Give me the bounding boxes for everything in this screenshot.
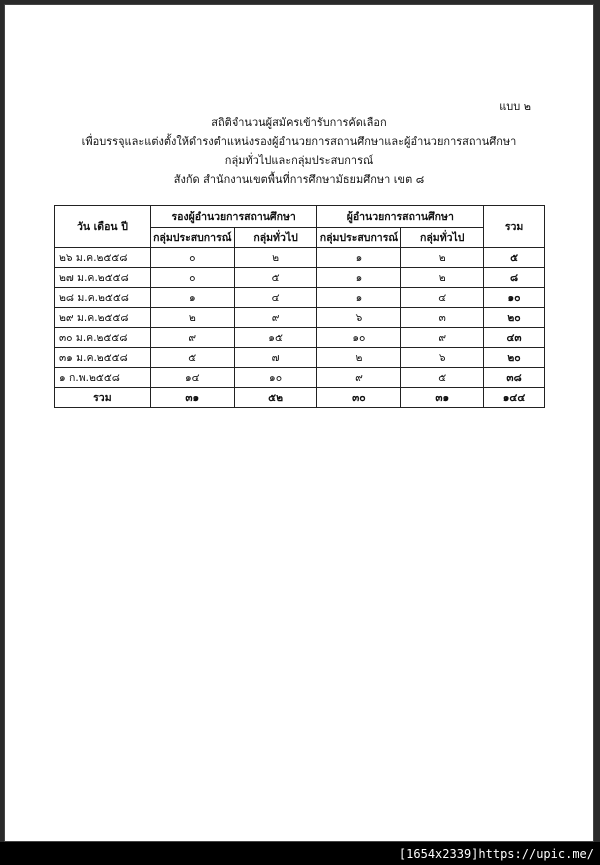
image-footer-bar bbox=[0, 842, 600, 865]
value-cell: ๙ bbox=[401, 328, 484, 348]
date-cell: ๓๑ ม.ค.๒๕๕๘ bbox=[55, 348, 151, 368]
total-cell: ๑๐ bbox=[484, 288, 545, 308]
sum-label: รวม bbox=[55, 388, 151, 408]
date-cell: ๒๖ ม.ค.๒๕๕๘ bbox=[55, 248, 151, 268]
table-row bbox=[55, 308, 545, 328]
value-cell: ๑๐ bbox=[234, 368, 317, 388]
header-director: ผู้อำนวยการสถานศึกษา bbox=[317, 206, 484, 228]
sum-cell: ๓๐ bbox=[317, 388, 401, 408]
date-cell: ๓๐ ม.ค.๒๕๕๘ bbox=[55, 328, 151, 348]
value-cell: ๑ bbox=[317, 288, 401, 308]
total-cell: ๔๓ bbox=[484, 328, 545, 348]
value-cell: ๒ bbox=[234, 248, 317, 268]
table-row bbox=[55, 368, 545, 388]
subheader-experience: กลุ่มประสบการณ์ bbox=[317, 228, 401, 248]
header-deputy-director: รองผู้อำนวยการสถานศึกษา bbox=[150, 206, 317, 228]
value-cell: ๙ bbox=[317, 368, 401, 388]
sum-cell: ๓๑ bbox=[150, 388, 234, 408]
date-cell: ๒๘ ม.ค.๒๕๕๘ bbox=[55, 288, 151, 308]
value-cell: ๒ bbox=[150, 308, 234, 328]
value-cell: ๒ bbox=[317, 348, 401, 368]
value-cell: ๑๐ bbox=[317, 328, 401, 348]
value-cell: ๕ bbox=[150, 348, 234, 368]
date-cell: ๑ ก.พ.๒๕๕๘ bbox=[55, 368, 151, 388]
table-body bbox=[55, 248, 545, 388]
header-total: รวม bbox=[484, 206, 545, 248]
value-cell: ๔ bbox=[234, 288, 317, 308]
value-cell: ๑ bbox=[317, 268, 401, 288]
value-cell: ๕ bbox=[234, 268, 317, 288]
table-sum-row bbox=[55, 388, 545, 408]
value-cell: ๒ bbox=[401, 268, 484, 288]
value-cell: ๒ bbox=[401, 248, 484, 268]
table-row bbox=[55, 288, 545, 308]
value-cell: ๔ bbox=[401, 288, 484, 308]
value-cell: ๖ bbox=[317, 308, 401, 328]
value-cell: ๐ bbox=[150, 248, 234, 268]
date-cell: ๒๙ ม.ค.๒๕๕๘ bbox=[55, 308, 151, 328]
table-row bbox=[55, 248, 545, 268]
sum-total: ๑๔๔ bbox=[484, 388, 545, 408]
total-cell: ๕ bbox=[484, 248, 545, 268]
heading-line-4: สังกัด สำนักงานเขตพื้นที่การศึกษามัธยมศึกษา เขต ๘ bbox=[173, 173, 425, 186]
sum-cell: ๓๑ bbox=[401, 388, 484, 408]
value-cell: ๖ bbox=[401, 348, 484, 368]
value-cell: ๑ bbox=[317, 248, 401, 268]
subheader-experience: กลุ่มประสบการณ์ bbox=[150, 228, 234, 248]
total-cell: ๓๘ bbox=[484, 368, 545, 388]
value-cell: ๑ bbox=[150, 288, 234, 308]
value-cell: ๓ bbox=[401, 308, 484, 328]
sum-cell: ๕๒ bbox=[234, 388, 317, 408]
total-cell: ๒๐ bbox=[484, 308, 545, 328]
table-row bbox=[55, 268, 545, 288]
subheader-general: กลุ่มทั่วไป bbox=[401, 228, 484, 248]
value-cell: ๐ bbox=[150, 268, 234, 288]
subheader-general: กลุ่มทั่วไป bbox=[234, 228, 317, 248]
value-cell: ๑๕ bbox=[234, 328, 317, 348]
total-cell: ๒๐ bbox=[484, 348, 545, 368]
date-cell: ๒๗ ม.ค.๒๕๕๘ bbox=[55, 268, 151, 288]
heading-line-3: กลุ่มทั่วไปและกลุ่มประสบการณ์ bbox=[224, 154, 374, 167]
image-source-caption: [1654x2339]https://upic.me/ bbox=[398, 847, 594, 861]
table-row bbox=[55, 348, 545, 368]
value-cell: ๗ bbox=[234, 348, 317, 368]
document-page bbox=[4, 4, 594, 842]
heading-line-1: สถิติจำนวนผู้สมัครเข้ารับการคัดเลือก bbox=[211, 116, 387, 129]
table-row bbox=[55, 328, 545, 348]
applicant-statistics-table bbox=[54, 205, 545, 408]
value-cell: ๙ bbox=[150, 328, 234, 348]
table-header-row bbox=[55, 206, 545, 228]
value-cell: ๕ bbox=[401, 368, 484, 388]
heading-line-2: เพื่อบรรจุและแต่งตั้งให้ดำรงตำแหน่งรองผู้อำนวยการสถานศึกษาและผู้อำนวยการสถานศึกษา bbox=[81, 135, 517, 148]
form-label: แบบ ๒ bbox=[499, 100, 531, 113]
document-headings bbox=[5, 113, 593, 189]
header-date: วัน เดือน ปี bbox=[55, 206, 151, 248]
value-cell: ๙ bbox=[234, 308, 317, 328]
total-cell: ๘ bbox=[484, 268, 545, 288]
value-cell: ๑๔ bbox=[150, 368, 234, 388]
